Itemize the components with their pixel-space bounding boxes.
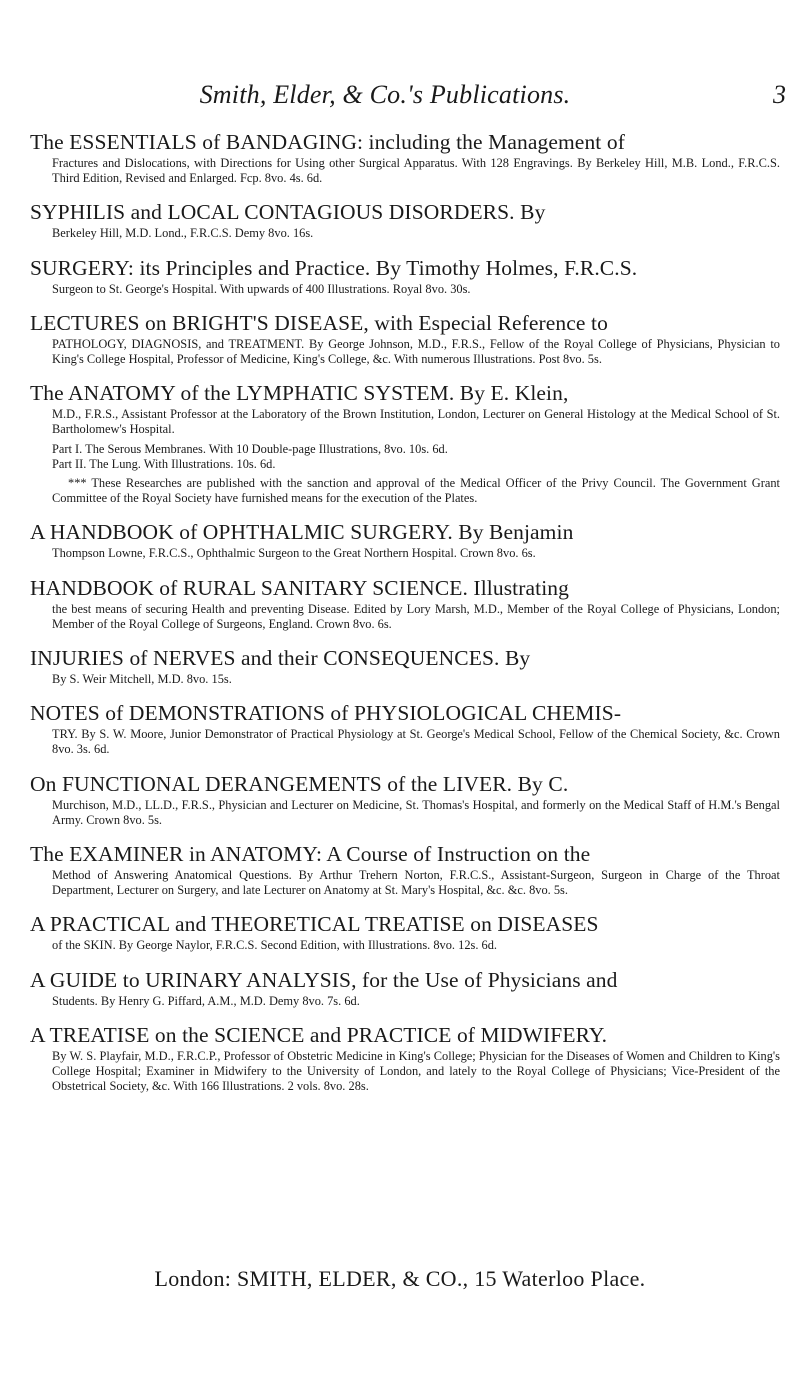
book-entry bbox=[30, 130, 780, 186]
page-number: 3 bbox=[773, 80, 786, 109]
publisher-imprint: London: SMITH, ELDER, & CO., 15 Waterloo Place. bbox=[154, 1266, 646, 1291]
book-title: The ESSENTIALS of BANDAGING: including the Management of bbox=[30, 130, 625, 154]
description-text: of the SKIN. By George Naylor, F.R.C.S. Second Edition, with Illustrations. 8vo. 12s. 6d. bbox=[52, 938, 498, 953]
book-description bbox=[30, 672, 780, 687]
book-entry bbox=[30, 842, 780, 898]
description-text: Method of Answering Anatomical Questions. By Arthur Trehern Norton, F.R.C.S., Assistant-Surgeon, Surgeon in Charge of the Throat Department, Lecturer on Surgery, and late Lecturer on Anatomy at St. Mary's Hospital, &c. &c. 8vo. 5s. bbox=[52, 868, 780, 898]
book-entry bbox=[30, 772, 780, 828]
book-title: The EXAMINER in ANATOMY: A Course of Instruction on the bbox=[30, 842, 591, 867]
book-entry bbox=[30, 1023, 780, 1095]
description-text: Thompson Lowne, F.R.C.S., Ophthalmic Surgeon to the Great Northern Hospital. Crown 8vo. 6s. bbox=[52, 546, 536, 561]
book-description bbox=[30, 337, 780, 367]
book-title: A TREATISE on the SCIENCE and PRACTICE of MIDWIFERY. bbox=[30, 1022, 608, 1047]
description-text: Students. By Henry G. Piffard, A.M., M.D. Demy 8vo. 7s. 6d. bbox=[52, 993, 360, 1008]
book-title: SURGERY: its Principles and Practice. By Timothy Holmes, F.R.C.S. bbox=[30, 255, 638, 280]
volume-part: Part II. The Lung. With Illustrations. 10s. 6d. bbox=[52, 456, 276, 471]
book-description bbox=[30, 727, 780, 757]
book-entry bbox=[30, 200, 780, 241]
book-description bbox=[30, 994, 780, 1009]
book-description bbox=[30, 156, 780, 186]
description-text: M.D., F.R.S., Assistant Professor at the Laboratory of the Brown Institution, London, Lecturer on General Histology at the Medical School of St. Bartholomew's Hospital. bbox=[52, 407, 780, 437]
book-entry bbox=[30, 256, 780, 297]
book-title: A GUIDE to URINARY ANALYSIS, for the Use of Physicians and bbox=[30, 967, 618, 992]
book-description bbox=[30, 1049, 780, 1095]
description-text: Murchison, M.D., LL.D., F.R.S., Physician and Lecturer on Medicine, St. Thomas's Hospital, and formerly on the Medical Staff of H.M.'s Bengal Army. Crown 8vo. 5s. bbox=[52, 797, 780, 827]
book-title: INJURIES of NERVES and their CONSEQUENCES. By bbox=[30, 646, 531, 671]
description-text: the best means of securing Health and preventing Disease. Edited by Lory Marsh, M.D., Member of the Royal College of Physicians, London; Member of the Royal College of Surgeons, England. Crown 8vo. 6s. bbox=[52, 601, 780, 631]
book-title: SYPHILIS and LOCAL CONTAGIOUS DISORDERS. By bbox=[30, 200, 546, 225]
book-entry bbox=[30, 701, 780, 757]
book-title: NOTES of DEMONSTRATIONS of PHYSIOLOGICAL CHEMIS- bbox=[30, 701, 622, 726]
book-title: LECTURES on BRIGHT'S DISEASE, with Especial Reference to bbox=[30, 310, 608, 335]
book-entry bbox=[30, 520, 780, 561]
running-title: Smith, Elder, & Co.'s Publications. bbox=[199, 80, 571, 109]
book-entry bbox=[30, 912, 780, 953]
book-entry bbox=[30, 381, 780, 506]
book-entry bbox=[30, 968, 780, 1009]
book-entry bbox=[30, 646, 780, 687]
description-text: PATHOLOGY, DIAGNOSIS, and TREATMENT. By George Johnson, M.D., F.R.S., Fellow of the Royal College of Physicians, Physician to King's College Hospital, Professor of Medicine, King's College, &c. With numerous Illustrations. Post 8vo. 5s. bbox=[52, 336, 780, 367]
book-title: The ANATOMY of the LYMPHATIC SYSTEM. By E. Klein, bbox=[30, 381, 569, 406]
catalogue-entries bbox=[30, 130, 780, 1108]
book-description bbox=[30, 602, 780, 632]
description-text: By S. Weir Mitchell, M.D. 8vo. 15s. bbox=[52, 672, 232, 687]
book-title: On FUNCTIONAL DERANGEMENTS of the LIVER. By C. bbox=[30, 771, 569, 796]
book-description bbox=[30, 798, 780, 828]
publication-note: *** These Researches are published with the sanction and approval of the Medical Officer of the Privy Council. The Government Grant Committee of the Royal Society have furnished means for the execution of the Plates. bbox=[52, 476, 780, 506]
description-text: Berkeley Hill, M.D. Lond., F.R.C.S. Demy 8vo. 16s. bbox=[52, 226, 314, 241]
book-description bbox=[30, 938, 780, 953]
book-description bbox=[30, 282, 780, 297]
running-head bbox=[0, 80, 800, 110]
book-description bbox=[30, 407, 780, 506]
book-description bbox=[30, 546, 780, 561]
description-text: By W. S. Playfair, M.D., F.R.C.P., Professor of Obstetric Medicine in King's College; Physician for the Diseases of Women and Children to King's College Hospital; Examiner in Midwifery to the University of London, and lately to the Royal College of Physicians; Vice-President of the Obstetrical Society, &c. With 166 Illustrations. 2 vols. 8vo. 28s. bbox=[52, 1048, 780, 1094]
description-text: TRY. By S. W. Moore, Junior Demonstrator of Practical Physiology at St. George's Medical School, Fellow of the Chemical Society, &c. Crown 8vo. 3s. 6d. bbox=[52, 727, 780, 757]
book-title: HANDBOOK of RURAL SANITARY SCIENCE. Illustrating bbox=[30, 575, 569, 600]
description-text: Fractures and Dislocations, with Directions for Using other Surgical Apparatus. With 128 Engravings. By Berkeley Hill, M.B. Lond., F.R.C.S. Third Edition, Revised and Enlarged. Fcp. 8vo. 4s. 6d. bbox=[52, 156, 780, 186]
book-description bbox=[30, 226, 780, 241]
book-title: A HANDBOOK of OPHTHALMIC SURGERY. By Benjamin bbox=[30, 520, 574, 545]
book-entry bbox=[30, 311, 780, 367]
book-description bbox=[30, 868, 780, 898]
volume-part: Part I. The Serous Membranes. With 10 Double-page Illustrations, 8vo. 10s. 6d. bbox=[52, 441, 448, 456]
description-text: Surgeon to St. George's Hospital. With upwards of 400 Illustrations. Royal 8vo. 30s. bbox=[52, 281, 471, 296]
book-entry bbox=[30, 576, 780, 632]
book-title: A PRACTICAL and THEORETICAL TREATISE on DISEASES bbox=[30, 912, 599, 937]
